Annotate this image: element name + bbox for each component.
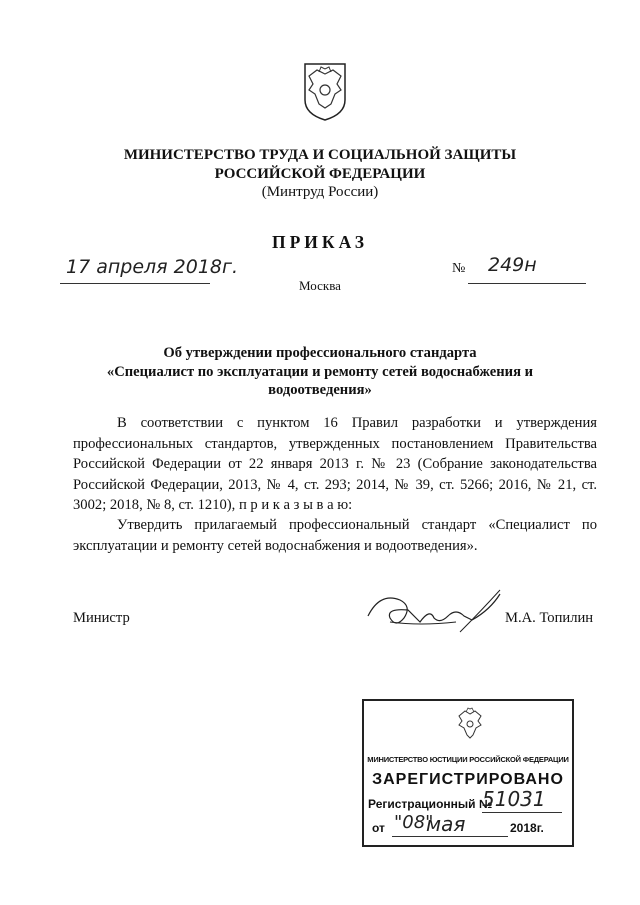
order-subject bbox=[0, 344, 640, 400]
ministry-name bbox=[0, 146, 640, 184]
subject-line-1: Об утверждении профессионального стандарта bbox=[163, 345, 477, 361]
stamp-date-underline bbox=[392, 836, 508, 837]
order-number-label: № bbox=[452, 261, 466, 276]
stamp-from-label: от bbox=[372, 821, 385, 835]
coat-of-arms-icon bbox=[299, 60, 351, 122]
stamp-reg-label: Регистрационный № bbox=[368, 797, 493, 811]
subject-line-2: «Специалист по эксплуатации и ремонту сетей водоснабжения и bbox=[106, 363, 534, 380]
city: Москва bbox=[299, 278, 341, 293]
handwritten-signature bbox=[360, 582, 510, 642]
order-number: 249н bbox=[488, 254, 537, 276]
ministry-short-name: (Минтруд России) bbox=[261, 184, 379, 200]
subject-line-3: водоотведения» bbox=[268, 382, 372, 398]
body-paragraph-2: Утвердить прилагаемый профессиональный стандарт «Специалист по эксплуатации и ремонту сетей водоснабжения и водоотведения». bbox=[73, 517, 597, 554]
stamp-emblem-icon bbox=[455, 706, 485, 742]
ministry-line-1: МИНИСТЕРСТВО ТРУДА И СОЦИАЛЬНОЙ ЗАЩИТЫ bbox=[123, 147, 517, 163]
stamp-registered-label: ЗАРЕГИСТРИРОВАНО bbox=[372, 771, 564, 788]
order-title: ПРИКАЗ bbox=[271, 232, 369, 252]
stamp-year: 2018г. bbox=[510, 821, 544, 835]
order-date: 17 апреля 2018г. bbox=[66, 256, 239, 278]
reg-number-underline bbox=[482, 812, 562, 813]
ministry-line-2: РОССИЙСКОЙ ФЕДЕРАЦИИ bbox=[214, 166, 426, 182]
stamp-ministry-line: МИНИСТЕРСТВО ЮСТИЦИИ РОССИЙСКОЙ ФЕДЕРАЦИИ bbox=[367, 755, 569, 764]
signer-position: Министр bbox=[73, 610, 130, 626]
stamp-reg-number: 51031 bbox=[482, 787, 546, 811]
stamp-day: "08" bbox=[394, 812, 434, 833]
stamp-month: мая bbox=[426, 812, 466, 836]
body-paragraph-1: В соответствии с пунктом 16 Правил разработки и утверждения профессиональных стандартов, утвержденных постановлением Правительства Российской Федерации от 22 января 2013 г. № 23 (Собрание законодательства Российской Федерации, 2013, № 4, ст. 293; 2014, № 39, ст. 5266; 2016, № 21, ст. 3002; 2018, № 8, ст. 1210), п р и к а з ы в а ю: bbox=[73, 415, 597, 513]
signer-name: М.А. Топилин bbox=[505, 610, 594, 626]
